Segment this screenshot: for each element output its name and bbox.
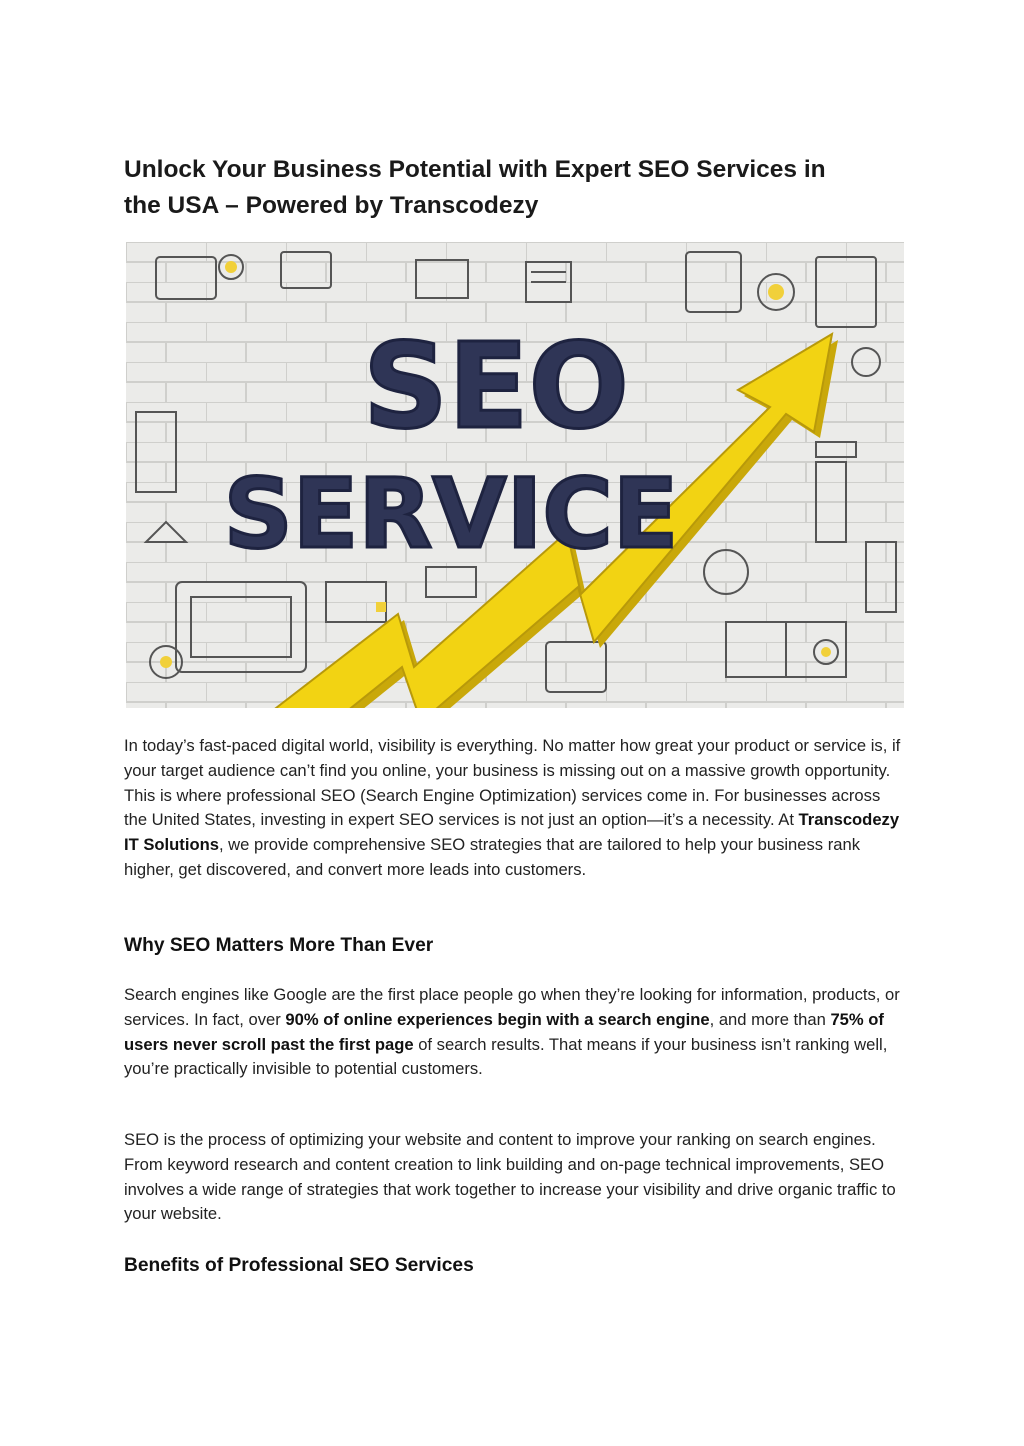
- stat-75-percent: 75% of users never scroll past the first page: [124, 1009, 884, 1054]
- company-name: Transcodezy IT Solutions: [124, 810, 900, 855]
- paragraph-text: Search engines like Google are the first place people go when they’re looking for information, products, or services. In fact, over: [124, 985, 900, 1029]
- stat-90-percent: 90% of online experiences begin with a search engine: [285, 1009, 710, 1029]
- paragraph-text: of search results. That means if your business isn’t ranking well, you’re practically invisible to potential customers.: [124, 1034, 888, 1079]
- hero-image: [126, 242, 904, 708]
- section-heading-benefits: Benefits of Professional SEO Services: [124, 1255, 474, 1276]
- section-heading-why-seo: Why SEO Matters More Than Ever: [124, 935, 434, 956]
- why-seo-paragraph-2: SEO is the process of optimizing your website and content to improve your ranking on search engines. From keyword research and content creation to link building and on-page technical improvements, SEO involves a wide range of strategies that work together to increase your visibility and drive organic traffic to your website.: [124, 1130, 896, 1224]
- intro-text: In today’s fast-paced digital world, visibility is everything. No matter how great your product or service is, if your target audience can’t find you online, your business is missing out on a massive growth opportunity. This is where professional SEO (Search Engine Optimization) services come in. For businesses across the United States, investing in expert SEO services is not just an option—it’s a necessity. At: [124, 736, 901, 830]
- paragraph-text: , and more than: [709, 1009, 831, 1029]
- intro-text-end: , we provide comprehensive SEO strategies that are tailored to help your business rank higher, get discovered, and convert more leads into customers.: [124, 835, 860, 879]
- hero-text-service: SERVICE: [223, 458, 679, 570]
- page-title: Unlock Your Business Potential with Expert SEO Services in the USA – Powered by Transcodezy: [124, 156, 826, 219]
- intro-paragraph: [124, 734, 904, 883]
- why-seo-paragraph-1: [124, 983, 904, 1082]
- hero-text-seo: SEO: [363, 317, 629, 455]
